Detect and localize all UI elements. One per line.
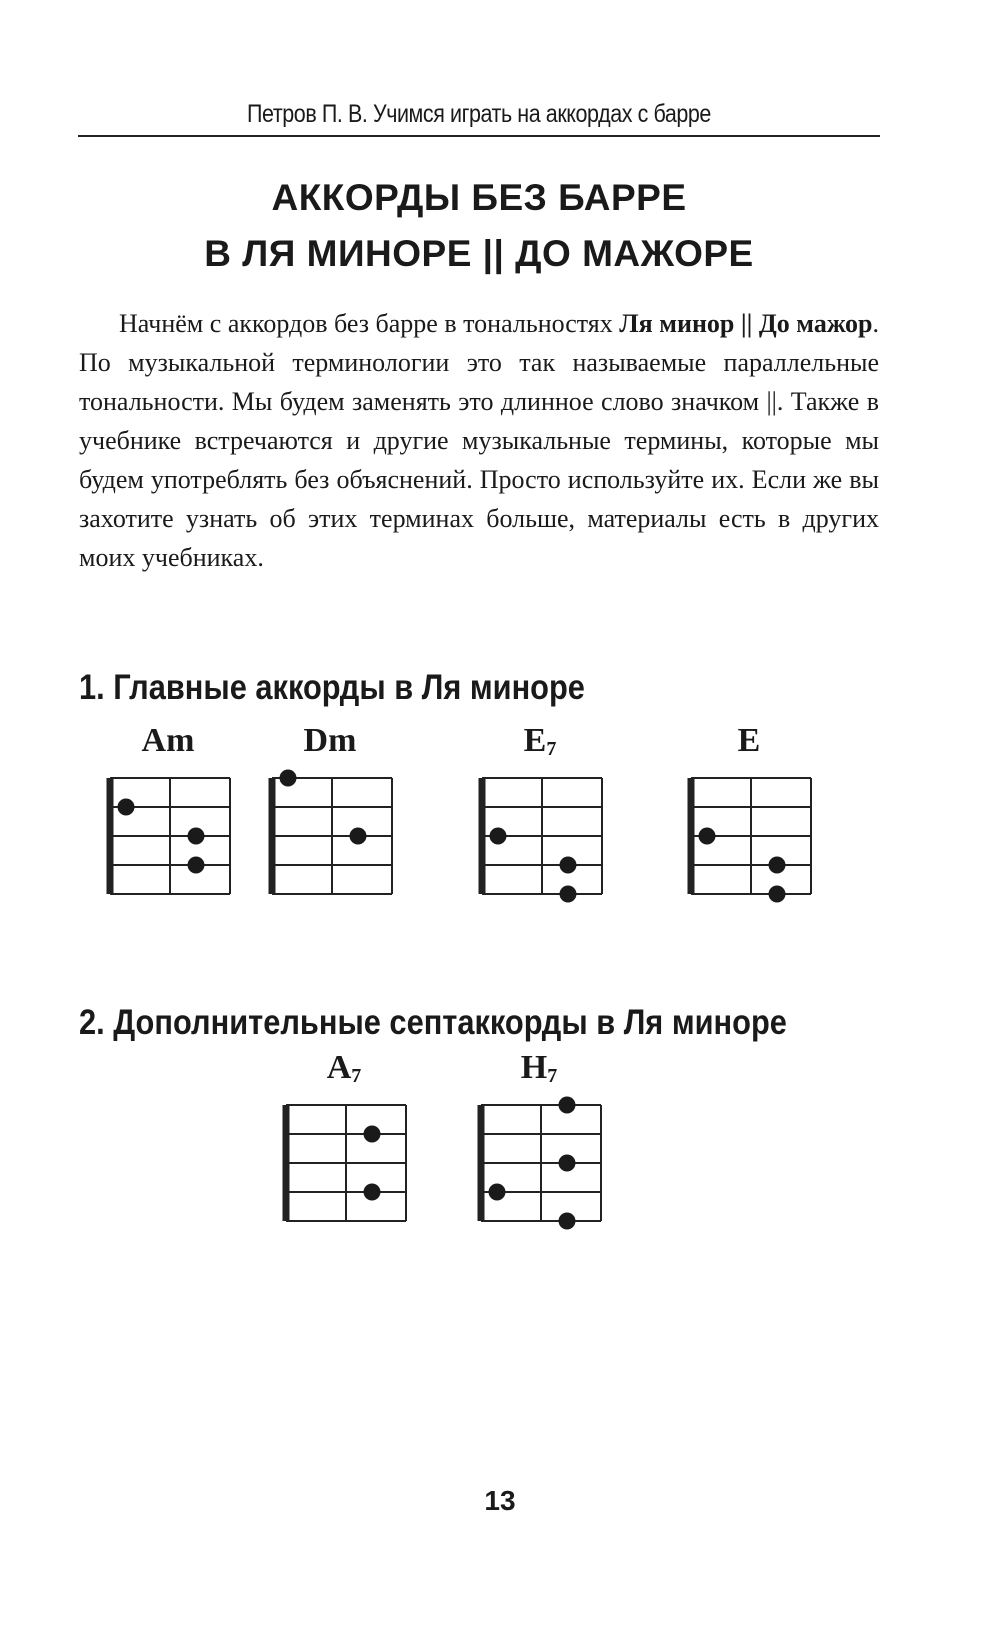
chord-label-root: H	[520, 1049, 548, 1086]
finger-dot	[364, 1184, 381, 1201]
chord-label-sub: 7	[546, 738, 557, 760]
chord-label-root: E	[737, 722, 761, 759]
chord-label	[88, 722, 248, 760]
chord-label-root: A	[326, 1049, 352, 1086]
chord-label-root: Am	[141, 722, 195, 759]
chord-fretboard	[104, 768, 240, 904]
chapter-title	[78, 170, 880, 282]
header-rule	[78, 135, 880, 137]
finger-dot	[490, 828, 507, 845]
intro-text-1: Начнём с аккордов без барре в тональностях	[119, 309, 620, 338]
chord-label-sub: 7	[351, 1065, 362, 1087]
chord-fretboard	[475, 1095, 611, 1231]
finger-dot	[559, 1213, 576, 1230]
finger-dot	[188, 828, 205, 845]
chord-fretboard	[685, 768, 821, 904]
chord-fretboard	[476, 768, 612, 904]
finger-dot	[559, 1155, 576, 1172]
finger-dot	[559, 1097, 576, 1114]
chapter-title-line-1: АККОРДЫ БЕЗ БАРРЕ	[271, 177, 687, 218]
chord-fretboard	[280, 1095, 416, 1231]
finger-dot	[699, 828, 716, 845]
finger-dot	[350, 828, 367, 845]
chord-label	[264, 1049, 424, 1088]
chord-label	[250, 722, 410, 760]
chapter-title-line-2: В ЛЯ МИНОРЕ || ДО МАЖОРЕ	[204, 233, 754, 274]
finger-dot	[188, 857, 205, 874]
chord-fretboard	[266, 768, 402, 904]
finger-dot	[489, 1184, 506, 1201]
running-head: Петров П. В. Учимся играть на аккордах с барре	[247, 100, 711, 128]
finger-dot	[118, 799, 135, 816]
finger-dot	[769, 886, 786, 903]
finger-dot	[364, 1126, 381, 1143]
chord-label	[459, 1049, 619, 1088]
chord-label	[460, 722, 620, 761]
section-title-main-chords: 1. Главные аккорды в Ля миноре	[79, 668, 585, 707]
intro-text-3: . По музыкальной терминологии это так называемые параллельные тональности. Мы будем заменять это длинное слово значком ||. Также в учебнике встречаются и другие музыкальные термины, которые мы будем употреблять без объяснений. Просто используйте их. Если же вы захотите узнать об этих терминах больше, материалы есть в других моих учебниках.	[79, 309, 879, 572]
intro-key-am: Ля минор ||	[619, 309, 753, 338]
intro-paragraph	[79, 304, 879, 577]
finger-dot	[769, 857, 786, 874]
chord-label-root: Dm	[303, 722, 357, 759]
chord-label-sub: 7	[547, 1065, 558, 1087]
intro-key-c: До мажор	[758, 309, 873, 338]
section-title-seventh-chords: 2. Дополнительные септаккорды в Ля миноре	[79, 1003, 787, 1042]
finger-dot	[560, 886, 577, 903]
chord-label	[669, 722, 829, 760]
page-number: 13	[484, 1485, 516, 1516]
chord-label-root: E	[523, 722, 547, 759]
finger-dot	[280, 770, 297, 787]
finger-dot	[560, 857, 577, 874]
